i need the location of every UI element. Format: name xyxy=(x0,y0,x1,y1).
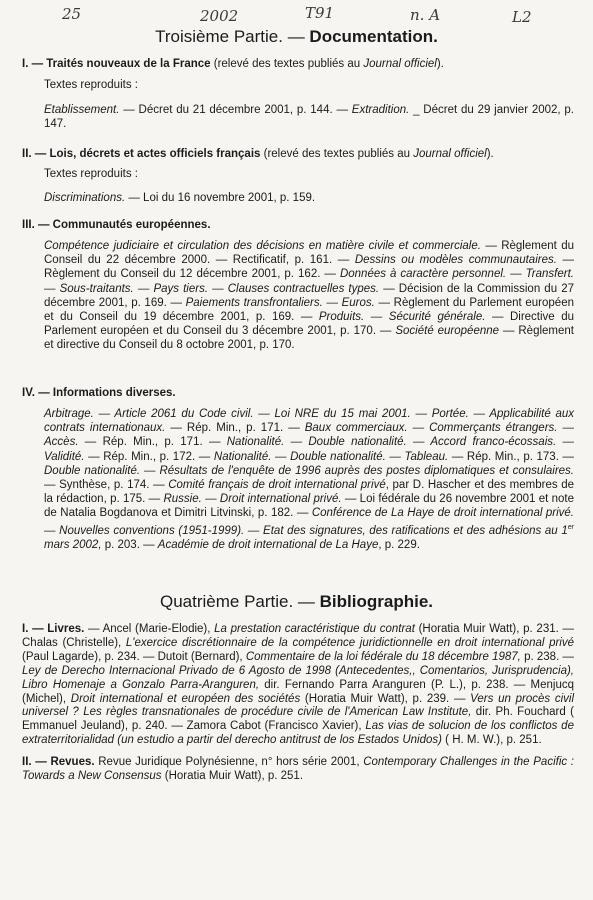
heading-journal: Journal officiel xyxy=(413,148,487,160)
entry-text: — Règlement du Conseil du 22 décembre 2000. — Rectificatif, p. 161. — xyxy=(44,240,574,267)
entry-text: — Rép. Min., p. 173. — xyxy=(448,450,574,463)
entry-text: (Paul Lagarde), p. 234. — Dutoit (Bernard), xyxy=(22,650,246,663)
heading-end: ). xyxy=(486,148,494,160)
entry-topic: Compétence judiciaire et circulation des décisions en matière civile et commerciale. xyxy=(44,240,481,252)
entry-topic: Dessins ou modèles communautaires. xyxy=(354,254,557,267)
handwritten-mark-middle: T91 xyxy=(305,4,335,22)
section-number: I. — xyxy=(22,58,47,70)
section-1-entries xyxy=(44,103,574,131)
section-heading-bold: Revues. xyxy=(50,756,95,768)
entry-text: , p. 229. xyxy=(378,538,420,551)
entry-text: — Loi du 16 novembre 2001, p. 159. xyxy=(125,192,316,204)
handwritten-mark-far-right: L2 xyxy=(512,8,532,26)
heading-rest: (relevé des textes publiés au xyxy=(210,58,364,70)
handwritten-mark-left: 25 xyxy=(62,5,82,23)
entry-text: (Horatia Muir Watt), p. 239. — xyxy=(300,692,471,705)
entry-title: Commentaire de la loi fédérale du 18 décembre 1987, xyxy=(245,650,521,663)
bibliography-reviews xyxy=(22,756,574,784)
section-heading-bold: Communautés européennes. xyxy=(52,219,211,231)
entry-title: Ley de Derecho Internacional Privado de 6 Agosto de 1998 (Antecedentes,, Comentarios, Jurisprudencia), Libro Homenaje a Gonzalo Parra-Aranguren, xyxy=(22,664,574,691)
entry-topic: Nationalité. — Double nationalité. — Tableau. xyxy=(213,450,449,463)
part4-title-prefix: Quatrième Partie. — xyxy=(159,592,320,611)
entry-text: — Synthèse, p. 174. — xyxy=(44,479,169,492)
section-3-heading xyxy=(22,218,577,232)
entry-topic: Etablissement. xyxy=(44,104,120,116)
section-heading-bold: Livres. xyxy=(47,623,85,635)
entry-topic: mars 2002, xyxy=(44,538,102,551)
entry-text: — Règlement du Conseil du 12 décembre 2001, p. 162. — xyxy=(44,254,574,281)
texts-reproduced-label: Textes reproduits : xyxy=(44,168,138,180)
part3-title-prefix: Troisième Partie. — xyxy=(155,27,310,46)
entry-text: — Directive du Parlement européen et du Conseil du 3 décembre 2001, p. 170. — xyxy=(44,311,575,338)
part3-title xyxy=(0,27,593,47)
entry-text: Revue Juridique Polynésienne, n° hors série 2001, xyxy=(94,756,364,768)
entry-topic: Extradition. xyxy=(351,104,410,116)
bibliography-books xyxy=(22,623,574,748)
entry-text: dir. Fernando Parra Aranguren (P. L.), p. 238. — Menjucq (Michel), xyxy=(22,678,574,705)
entry-text: , par D. Hascher et des membres de la rédaction, p. 175. — xyxy=(44,479,575,506)
section-number: II. — xyxy=(22,756,51,768)
entry-topic: Nationalité. — Double nationalité. — Accord franco-écossais. — Validité. xyxy=(44,436,574,463)
entry-topic: Baux commerciaux. — Commerçants étrangers. — Accès. xyxy=(44,422,574,449)
part3-title-bold: Documentation. xyxy=(309,27,438,46)
entry-title: Contemporary Challenges in the Pacific : Towards a New Consensus xyxy=(22,756,574,782)
entry-text: — Rép. Min., p. 171. — xyxy=(165,422,305,435)
section-number: III. — xyxy=(22,219,53,231)
section-number: I. — xyxy=(22,623,48,635)
section-number: II. — xyxy=(22,148,50,160)
entry-text: (Horatia Muir Watt), p. 251. xyxy=(161,769,304,782)
entry-topic: Russie. — Droit international privé. xyxy=(163,493,342,506)
entry-title: Droit international et européen des sociétés xyxy=(70,692,301,705)
entry-text: — Règlement du Parlement européen et du Conseil du 19 décembre 2001, p. 169. — xyxy=(44,296,574,324)
section-3-body xyxy=(44,239,574,353)
entry-text: — Rép. Min., p. 171. — xyxy=(78,436,227,449)
heading-end: ). xyxy=(436,58,444,70)
entry-text: — Règlement et directive du Conseil du 8 octobre 2001, p. 170. xyxy=(44,325,574,352)
section-2-entries xyxy=(44,191,574,205)
entry-text: (Horatia Muir Watt), p. 231. — Chalas (Christelle), xyxy=(22,623,574,649)
entry-text: — Rép. Min., p. 172. — xyxy=(84,450,214,463)
entry-topic: Paiements transfrontaliers. — Euros. xyxy=(185,296,375,309)
entry-topic: Société européenne xyxy=(395,325,500,338)
entry-text: dir. Ph. Fouchard ( Emmanuel Jeuland), p. 240. — Zamora Cabot (Francisco Xavier), xyxy=(22,706,574,733)
entry-topic: Double nationalité. — Résultats de l'enquête de 1996 auprès des postes diplomatiques et consulaires. xyxy=(44,464,574,477)
handwritten-year: 2002 xyxy=(200,7,239,25)
entry-title: L'exercice discrétionnaire de la compétence juridictionnelle en droit international privé xyxy=(125,636,575,649)
entry-topic: Produits. — Sécurité générale. xyxy=(318,311,486,324)
section-4-heading xyxy=(22,386,577,400)
part4-title-bold: Bibliographie. xyxy=(319,592,433,611)
texts-reproduced-label: Textes reproduits : xyxy=(44,79,138,91)
entry-topic: Arbitrage. — Article 2061 du Code civil. — Loi NRE du 15 mai 2001. — Portée. — Applicabilité aux contrats internationaux. xyxy=(44,408,574,435)
entry-topic: Conférence de La Haye de droit international privé. — Nouvelles conventions (1951-1999). — Etat des signatures, des ratifications et des adhésions au 1 xyxy=(44,507,574,537)
entry-text: ( H. M. W.), p. 251. xyxy=(441,734,542,747)
section-2-heading xyxy=(22,147,577,161)
entry-text: p. 203. — xyxy=(101,538,158,551)
entry-topic: Comité français de droit international privé xyxy=(168,479,386,492)
entry-title: Vers un procès civil universel ? Les règles transnationales de procédure civile de l'American Law Institute, xyxy=(22,692,574,719)
entry-text: _ Décret du 29 janvier 2002, p. 147. xyxy=(44,104,575,131)
entry-text: — Loi fédérale du 26 novembre 2001 et note de Natalia Bogdanova et Dimitri Litvinski, p. 182. — xyxy=(44,493,574,520)
section-heading-bold: Informations diverses. xyxy=(52,387,176,399)
handwritten-mark-right: n. A xyxy=(410,6,441,24)
section-heading-bold: Traités nouveaux de la France xyxy=(46,58,211,70)
entry-text: — Ancel (Marie-Elodie), xyxy=(84,623,215,635)
entry-text: p. 238. — xyxy=(520,650,574,663)
section-heading-bold: Lois, décrets et actes officiels français xyxy=(49,148,261,160)
entry-text: — Décision de la Commission du 27 décembre 2001, p. 169. — xyxy=(44,282,574,309)
entry-topic: Discriminations. xyxy=(44,192,126,204)
section-1-heading xyxy=(22,57,577,71)
heading-journal: Journal officiel xyxy=(363,58,437,70)
entry-topic: Données à caractère personnel. — Transfert. — Sous-traitants. — Pays tiers. — Clauses contractuelles types. xyxy=(44,268,574,295)
section-4-body xyxy=(44,407,574,552)
superscript: er xyxy=(567,523,574,531)
entry-topic: Académie de droit international de La Haye xyxy=(157,538,379,551)
heading-rest: (relevé des textes publiés au xyxy=(260,148,414,160)
entry-text: — Décret du 21 décembre 2001, p. 144. — xyxy=(119,104,352,116)
section-number: IV. — xyxy=(22,387,53,399)
entry-title: Las vias de solucion de los conflictos de extraterritorialidad (un estudio a partir del derecho antitrust de los Estados Unidos) xyxy=(22,720,574,747)
entry-title: La prestation caractéristique du contrat xyxy=(214,623,415,635)
part4-title xyxy=(0,592,593,612)
